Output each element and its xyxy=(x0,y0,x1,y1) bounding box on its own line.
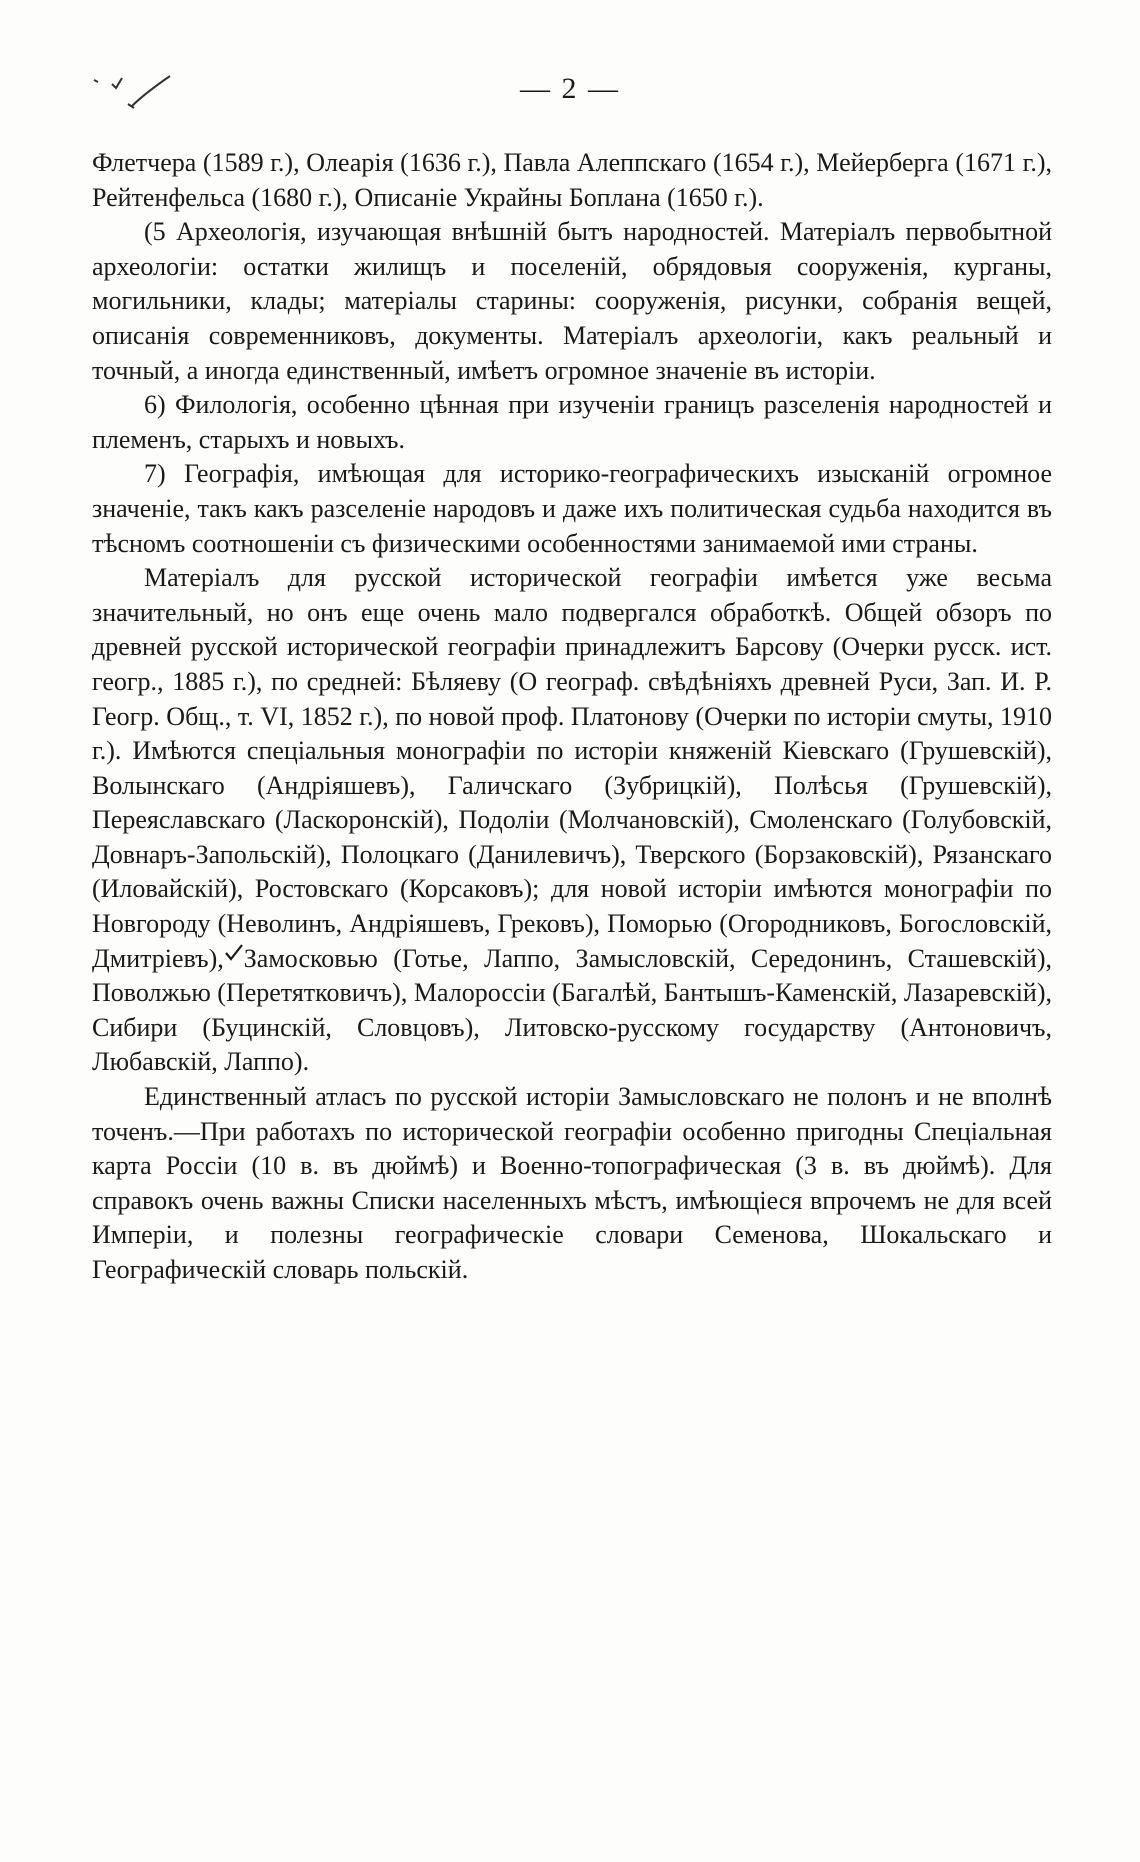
paragraph-sources-continuation: Флетчера (1589 г.), Олеарія (1636 г.), Павла Алеппскаго (1654 г.), Мейерберга (1671 г.), Рейтенфельса (1680 г.), Описаніе Украйны Боплана (1650 г.). xyxy=(92,148,1052,212)
materials-text-part-2: Замосковью (Готье, Лаппо, Замысловскій, Середонинъ, Сташевскій), Поволжью (Перетятковичъ), Малороссіи (Багалѣй, Бантышъ-Каменскій, Лазаревскій), Сибири (Буцинскій, Словцовъ), Литовско-русскому государству (Антоновичъ, Любавскій, Лаппо). xyxy=(92,943,1052,1077)
paragraph-historical-geography-materials xyxy=(92,561,1052,1080)
check-mark-icon xyxy=(224,943,244,963)
paragraph-atlas-and-maps: Единственный атласъ по русской исторіи Замысловскаго не полонъ и не вполнѣ точенъ.—При работахъ по исторической географіи особенно пригодны Спеціальная карта Россіи (10 в. въ дюймѣ) и Военно-топографическая (3 в. въ дюймѣ). Для справокъ очень важны Списки населенныхъ мѣстъ, имѣющіеся впрочемъ не для всей Имперіи, и полезны географическіе словари Семенова, Шокальскаго и Географическій словарь польскій. xyxy=(92,1082,1052,1284)
page-number: — 2 — xyxy=(520,72,620,105)
paragraph-philology: 6) Филологія, особенно цѣнная при изученіи границъ разселенія народностей и племенъ, старыхъ и новыхъ. xyxy=(92,390,1052,454)
body-text xyxy=(92,146,1052,1288)
paragraph-geography: 7) Географія, имѣющая для историко-географическихъ изысканій огромное значеніе, такъ какъ разселеніе народовъ и даже ихъ политическая судьба находится въ тѣсномъ соотношеніи съ физическими особенностями занимаемой ими страны. xyxy=(92,459,1052,558)
materials-text-part-1: Матеріалъ для русской исторической географіи имѣется уже весьма значительный, но онъ еще очень мало подвергался обработкѣ. Общей обзоръ по древней русской исторической географіи принадлежитъ Барсову (Очерки русск. ист. геогр., 1885 г.), по средней: Бѣляеву (О географ. свѣдѣніяхъ древней Руси, Зап. И. Р. Геогр. Общ., т. VI, 1852 г.), по новой проф. Платонову (Очерки по исторіи смуты, 1910 г.). Имѣются спеціальныя монографіи по исторіи княженій Кіевскаго (Грушевскій), Волынскаго (Андріяшевъ), Галичскаго (Зубрицкій), Полѣсья (Грушевскій), Переяславскаго (Ласкоронскій), Подоліи (Молчановскій), Смоленскаго (Голубовскій, Довнаръ-Запольскій), Полоцкаго (Данилевичъ), Тверского (Борзаковскій), Рязанскаго (Иловайскій), Ростовскаго (Корсаковъ); для новой исторіи имѣются монографіи по Новгороду (Неволинъ, Андріяшевъ, Грековъ), Поморью (Огородниковъ, Богословскій, Дмитріевъ), xyxy=(92,563,1052,973)
page-header xyxy=(0,72,1140,112)
paragraph-archaeology: (5 Археологія, изучающая внѣшній бытъ народностей. Матеріалъ первобытной археологіи: остатки жилищъ и поселеній, обрядовыя сооруженія, курганы, могильники, клады; матеріалы старины: сооруженія, рисунки, собранія вещей, описанія современниковъ, документы. Матеріалъ археологіи, какъ реальный и точный, а иногда единственный, имѣетъ огромное значеніе въ исторіи. xyxy=(92,217,1052,385)
pencil-check-mark-icon xyxy=(92,74,182,114)
